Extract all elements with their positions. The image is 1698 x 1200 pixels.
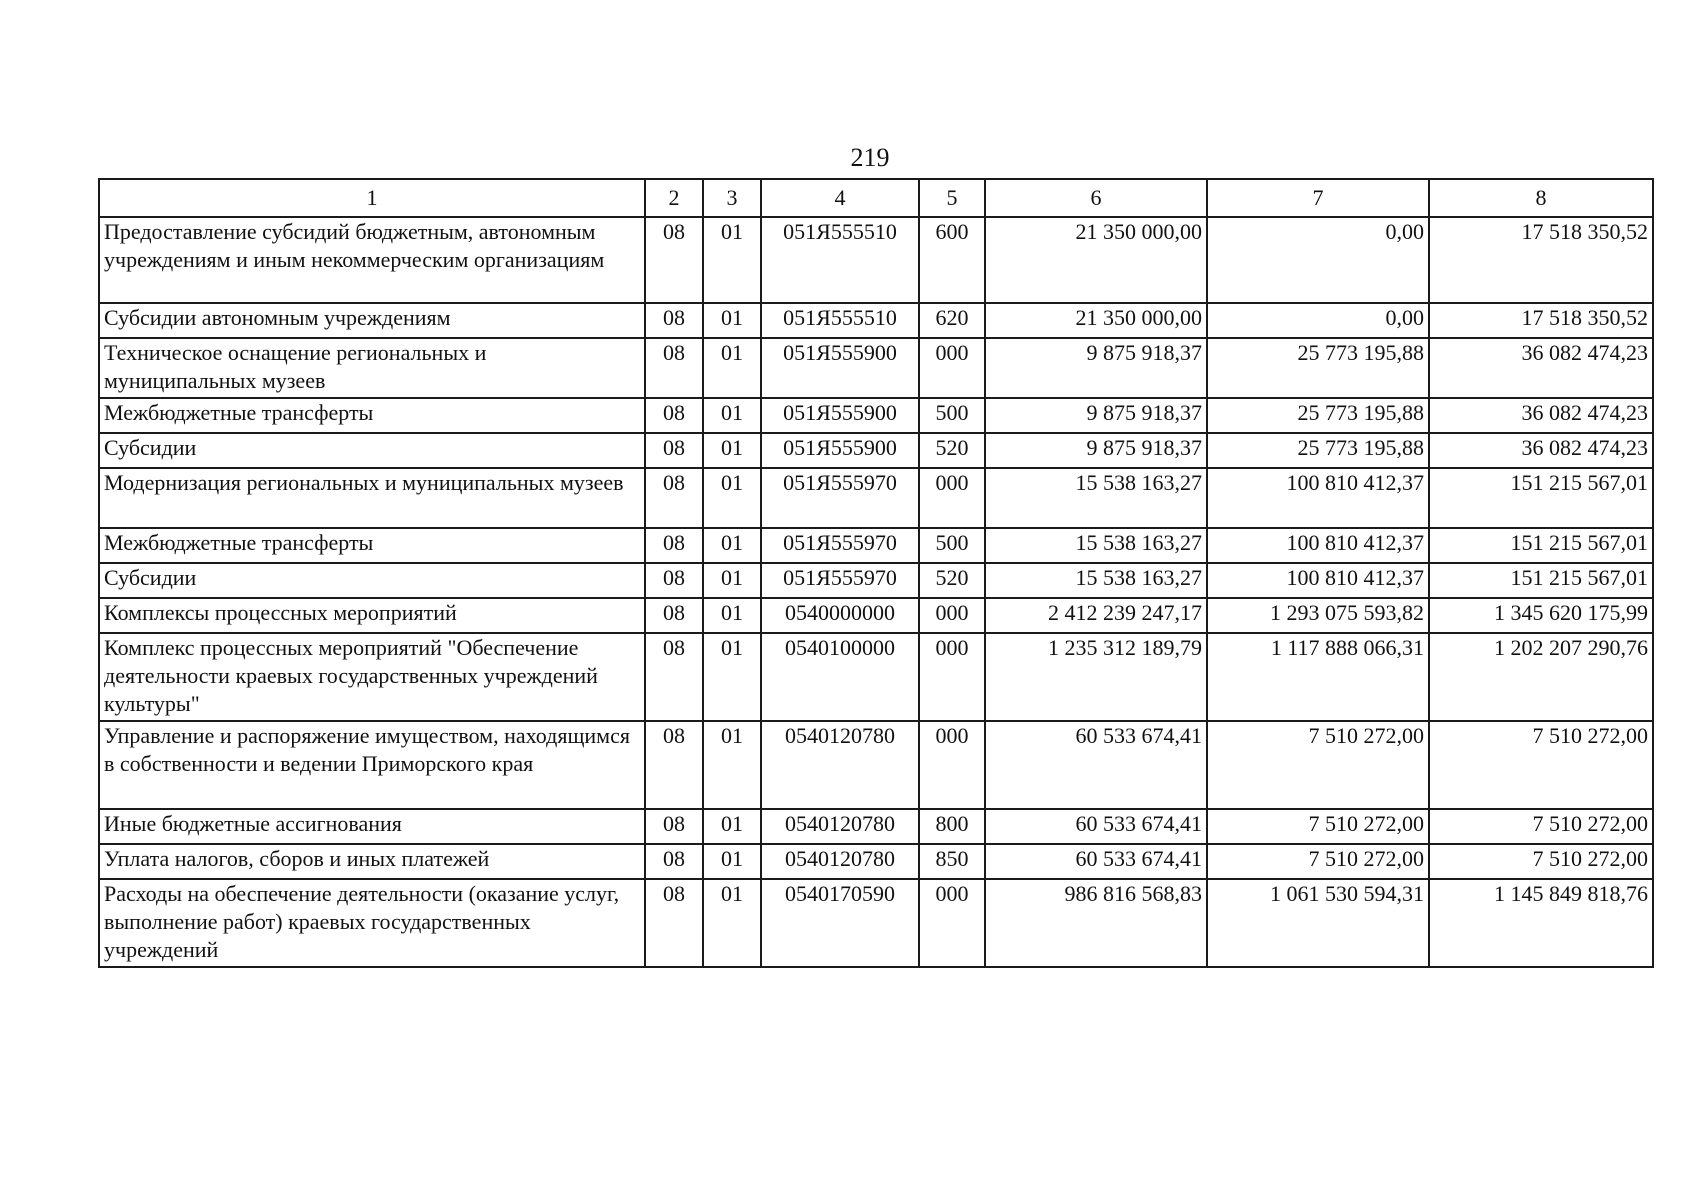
amount-col-7: 100 810 412,37 bbox=[1207, 563, 1429, 598]
header-cell: 1 bbox=[99, 179, 645, 217]
subsection-code: 01 bbox=[703, 338, 761, 398]
subsection-code: 01 bbox=[703, 721, 761, 809]
target-article-code: 051Я555970 bbox=[761, 528, 919, 563]
table-row bbox=[99, 809, 1653, 844]
section-code: 08 bbox=[645, 563, 703, 598]
expense-type-code: 800 bbox=[919, 809, 985, 844]
amount-col-7: 1 061 530 594,31 bbox=[1207, 879, 1429, 967]
amount-col-7: 0,00 bbox=[1207, 217, 1429, 303]
target-article-code: 0540170590 bbox=[761, 879, 919, 967]
subsection-code: 01 bbox=[703, 398, 761, 433]
section-code: 08 bbox=[645, 303, 703, 338]
expense-name: Иные бюджетные ассигнования bbox=[99, 809, 645, 844]
expense-name: Модернизация региональных и муниципальных музеев bbox=[99, 468, 645, 528]
amount-col-8: 151 215 567,01 bbox=[1429, 528, 1653, 563]
amount-col-8: 7 510 272,00 bbox=[1429, 721, 1653, 809]
amount-col-6: 21 350 000,00 bbox=[985, 217, 1207, 303]
target-article-code: 0540120780 bbox=[761, 809, 919, 844]
subsection-code: 01 bbox=[703, 844, 761, 879]
table-row bbox=[99, 879, 1653, 967]
expense-name: Межбюджетные трансферты bbox=[99, 398, 645, 433]
table-row bbox=[99, 398, 1653, 433]
amount-col-8: 7 510 272,00 bbox=[1429, 844, 1653, 879]
amount-col-6: 60 533 674,41 bbox=[985, 721, 1207, 809]
subsection-code: 01 bbox=[703, 598, 761, 633]
amount-col-6: 9 875 918,37 bbox=[985, 338, 1207, 398]
expense-name: Управление и распоряжение имуществом, находящимся в собственности и ведении Приморского края bbox=[99, 721, 645, 809]
table-row bbox=[99, 433, 1653, 468]
target-article-code: 051Я555900 bbox=[761, 398, 919, 433]
section-code: 08 bbox=[645, 398, 703, 433]
amount-col-6: 986 816 568,83 bbox=[985, 879, 1207, 967]
expense-name: Комплексы процессных мероприятий bbox=[99, 598, 645, 633]
expense-name: Комплекс процессных мероприятий "Обеспечение деятельности краевых государственных учреждений культуры" bbox=[99, 633, 645, 721]
table-row bbox=[99, 844, 1653, 879]
subsection-code: 01 bbox=[703, 633, 761, 721]
amount-col-6: 9 875 918,37 bbox=[985, 398, 1207, 433]
amount-col-7: 1 117 888 066,31 bbox=[1207, 633, 1429, 721]
amount-col-8: 7 510 272,00 bbox=[1429, 809, 1653, 844]
expense-name: Субсидии bbox=[99, 433, 645, 468]
section-code: 08 bbox=[645, 598, 703, 633]
budget-table bbox=[98, 178, 1654, 968]
expense-name: Предоставление субсидий бюджетным, автономным учреждениям и иным некоммерческим организациям bbox=[99, 217, 645, 303]
section-code: 08 bbox=[645, 721, 703, 809]
amount-col-7: 100 810 412,37 bbox=[1207, 528, 1429, 563]
expense-type-code: 600 bbox=[919, 217, 985, 303]
amount-col-7: 7 510 272,00 bbox=[1207, 844, 1429, 879]
expense-name: Субсидии bbox=[99, 563, 645, 598]
page-number: 219 bbox=[850, 143, 890, 172]
amount-col-6: 2 412 239 247,17 bbox=[985, 598, 1207, 633]
table-row bbox=[99, 468, 1653, 528]
amount-col-6: 60 533 674,41 bbox=[985, 809, 1207, 844]
amount-col-8: 36 082 474,23 bbox=[1429, 433, 1653, 468]
header-cell: 8 bbox=[1429, 179, 1653, 217]
subsection-code: 01 bbox=[703, 217, 761, 303]
subsection-code: 01 bbox=[703, 433, 761, 468]
subsection-code: 01 bbox=[703, 879, 761, 967]
amount-col-6: 9 875 918,37 bbox=[985, 433, 1207, 468]
target-article-code: 0540120780 bbox=[761, 844, 919, 879]
section-code: 08 bbox=[645, 844, 703, 879]
amount-col-8: 1 145 849 818,76 bbox=[1429, 879, 1653, 967]
amount-col-7: 100 810 412,37 bbox=[1207, 468, 1429, 528]
header-cell: 3 bbox=[703, 179, 761, 217]
expense-type-code: 500 bbox=[919, 528, 985, 563]
target-article-code: 051Я555510 bbox=[761, 217, 919, 303]
expense-type-code: 000 bbox=[919, 338, 985, 398]
section-code: 08 bbox=[645, 468, 703, 528]
header-cell: 5 bbox=[919, 179, 985, 217]
amount-col-7: 25 773 195,88 bbox=[1207, 398, 1429, 433]
section-code: 08 bbox=[645, 879, 703, 967]
amount-col-7: 25 773 195,88 bbox=[1207, 433, 1429, 468]
target-article-code: 0540100000 bbox=[761, 633, 919, 721]
table-row bbox=[99, 338, 1653, 398]
amount-col-8: 1 202 207 290,76 bbox=[1429, 633, 1653, 721]
header-cell: 7 bbox=[1207, 179, 1429, 217]
amount-col-7: 0,00 bbox=[1207, 303, 1429, 338]
amount-col-8: 17 518 350,52 bbox=[1429, 217, 1653, 303]
table-row bbox=[99, 303, 1653, 338]
amount-col-7: 7 510 272,00 bbox=[1207, 721, 1429, 809]
target-article-code: 051Я555970 bbox=[761, 468, 919, 528]
expense-name: Техническое оснащение региональных и муниципальных музеев bbox=[99, 338, 645, 398]
header-cell: 4 bbox=[761, 179, 919, 217]
target-article-code: 051Я555900 bbox=[761, 338, 919, 398]
expense-type-code: 520 bbox=[919, 433, 985, 468]
section-code: 08 bbox=[645, 633, 703, 721]
section-code: 08 bbox=[645, 338, 703, 398]
table-header-row bbox=[99, 179, 1653, 217]
amount-col-6: 21 350 000,00 bbox=[985, 303, 1207, 338]
amount-col-6: 60 533 674,41 bbox=[985, 844, 1207, 879]
section-code: 08 bbox=[645, 528, 703, 563]
expense-type-code: 000 bbox=[919, 721, 985, 809]
section-code: 08 bbox=[645, 433, 703, 468]
table-row bbox=[99, 633, 1653, 721]
expense-type-code: 000 bbox=[919, 468, 985, 528]
amount-col-6: 15 538 163,27 bbox=[985, 563, 1207, 598]
section-code: 08 bbox=[645, 217, 703, 303]
target-article-code: 0540120780 bbox=[761, 721, 919, 809]
target-article-code: 051Я555510 bbox=[761, 303, 919, 338]
subsection-code: 01 bbox=[703, 303, 761, 338]
expense-name: Межбюджетные трансферты bbox=[99, 528, 645, 563]
expense-type-code: 520 bbox=[919, 563, 985, 598]
amount-col-7: 1 293 075 593,82 bbox=[1207, 598, 1429, 633]
expense-type-code: 000 bbox=[919, 633, 985, 721]
expense-type-code: 000 bbox=[919, 598, 985, 633]
table-row bbox=[99, 721, 1653, 809]
amount-col-8: 151 215 567,01 bbox=[1429, 563, 1653, 598]
amount-col-7: 25 773 195,88 bbox=[1207, 338, 1429, 398]
amount-col-8: 36 082 474,23 bbox=[1429, 398, 1653, 433]
amount-col-8: 1 345 620 175,99 bbox=[1429, 598, 1653, 633]
subsection-code: 01 bbox=[703, 468, 761, 528]
expense-type-code: 000 bbox=[919, 879, 985, 967]
expense-type-code: 850 bbox=[919, 844, 985, 879]
amount-col-8: 17 518 350,52 bbox=[1429, 303, 1653, 338]
subsection-code: 01 bbox=[703, 563, 761, 598]
amount-col-6: 1 235 312 189,79 bbox=[985, 633, 1207, 721]
amount-col-8: 36 082 474,23 bbox=[1429, 338, 1653, 398]
table-row bbox=[99, 598, 1653, 633]
expense-name: Расходы на обеспечение деятельности (оказание услуг, выполнение работ) краевых государственных учреждений bbox=[99, 879, 645, 967]
header-cell: 2 bbox=[645, 179, 703, 217]
expense-type-code: 620 bbox=[919, 303, 985, 338]
amount-col-6: 15 538 163,27 bbox=[985, 468, 1207, 528]
target-article-code: 051Я555900 bbox=[761, 433, 919, 468]
subsection-code: 01 bbox=[703, 809, 761, 844]
target-article-code: 0540000000 bbox=[761, 598, 919, 633]
subsection-code: 01 bbox=[703, 528, 761, 563]
amount-col-8: 151 215 567,01 bbox=[1429, 468, 1653, 528]
amount-col-6: 15 538 163,27 bbox=[985, 528, 1207, 563]
section-code: 08 bbox=[645, 809, 703, 844]
header-cell: 6 bbox=[985, 179, 1207, 217]
amount-col-7: 7 510 272,00 bbox=[1207, 809, 1429, 844]
table-row bbox=[99, 217, 1653, 303]
expense-name: Уплата налогов, сборов и иных платежей bbox=[99, 844, 645, 879]
expense-name: Субсидии автономным учреждениям bbox=[99, 303, 645, 338]
expense-type-code: 500 bbox=[919, 398, 985, 433]
table-row bbox=[99, 528, 1653, 563]
target-article-code: 051Я555970 bbox=[761, 563, 919, 598]
table-row bbox=[99, 563, 1653, 598]
